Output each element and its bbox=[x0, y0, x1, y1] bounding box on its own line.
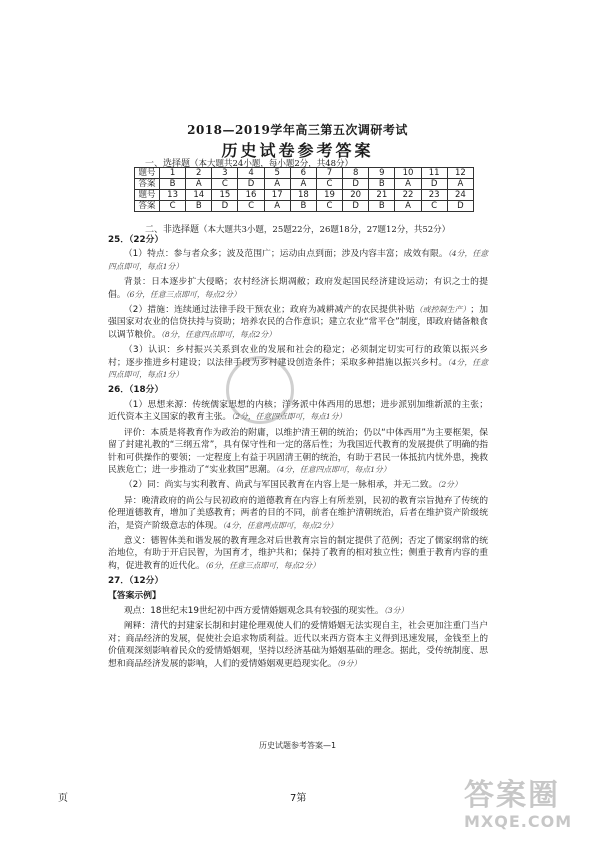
answer-text: ；加强国家对农业的信贷扶持与资助；培养农民的合作意识；建立农业“常平仓”制度，即政府储备粮食以调节粮价。 bbox=[108, 305, 488, 340]
answer-example-label: 【答案示例】 bbox=[108, 590, 161, 601]
table-cell: 1 bbox=[160, 168, 186, 179]
question-26-part2-diff bbox=[108, 495, 488, 532]
table-cell: A bbox=[264, 201, 290, 212]
answer-text: 异：晚清政府的尚公与民初政府的道德教育在内容上有所差别，民初的教育宗旨抛弃了传统的伦理道德教育，增加了美感教育；两者的目的不同，前者在维护清朝统治，后者在维护资产阶级统治，是资产阶级意志的体现。 bbox=[108, 495, 488, 531]
answer-table bbox=[134, 167, 474, 212]
table-cell: D bbox=[212, 201, 238, 212]
table-cell: A bbox=[186, 179, 212, 190]
row-label: 题号 bbox=[135, 190, 160, 201]
table-cell: 6 bbox=[290, 168, 316, 179]
table-cell: 24 bbox=[447, 190, 473, 201]
answer-text: （3）认识：乡村振兴关系到农业的发展和社会的稳定；必须制定切实可行的政策以振兴乡村；逐步推进乡村建设；以法律手段为乡村建设创造条件；采取多种措施以振兴乡村。 bbox=[108, 345, 488, 368]
table-cell: A bbox=[290, 179, 316, 190]
question-27-explanation bbox=[108, 620, 488, 670]
table-cell: C bbox=[238, 201, 264, 212]
table-cell: 7 bbox=[316, 168, 342, 179]
row-label: 答案 bbox=[135, 179, 160, 190]
question-25-background bbox=[108, 276, 488, 301]
inline-note: （或控制生产） bbox=[414, 305, 471, 315]
section1-note: （本大题共24小题，每小题2分，共48分） bbox=[190, 159, 354, 169]
table-cell: 5 bbox=[264, 168, 290, 179]
table-cell: 21 bbox=[369, 190, 395, 201]
table-cell: 2 bbox=[186, 168, 212, 179]
answer-text: （1）特点：参与者众多；波及范围广；运动由点到面；涉及内容丰富；成效有限。 bbox=[123, 249, 448, 260]
table-row bbox=[135, 190, 474, 201]
question-27-viewpoint bbox=[108, 605, 488, 617]
table-cell: 18 bbox=[290, 190, 316, 201]
table-row bbox=[135, 168, 474, 179]
page-marker-mid: 7第 bbox=[290, 793, 307, 804]
table-cell: 20 bbox=[343, 190, 369, 201]
table-cell: 16 bbox=[238, 190, 264, 201]
answer-text: 阐释：清代的封建家长制和封建伦理观使人们的爱情婚姻无法实现自主，社会更加注重门当户对；商品经济的发展，促使社会追求物质利益。近代以来西方资本主义得到迅速发展，金钱至上的价值观深刻影响着民众的爱情婚姻观，坚持以经济基础为婚姻基础的理念。据此，受传统制度、思想和商品经济发展的影响，人们的爱情婚姻观更趋现实化。 bbox=[108, 621, 488, 669]
table-cell: D bbox=[343, 201, 369, 212]
score-note: （8分，任意四点即可，每点2分） bbox=[160, 329, 276, 339]
watermark-line1: 答案圈 bbox=[464, 778, 560, 813]
score-note: （4分，任意四点即可，每点1分） bbox=[275, 464, 391, 474]
table-cell: 15 bbox=[212, 190, 238, 201]
table-cell: 19 bbox=[316, 190, 342, 201]
question-25-part1 bbox=[108, 248, 488, 273]
table-cell: 17 bbox=[264, 190, 290, 201]
answer-text: （1）思想来源：传统儒家思想的内核；洋务派中体西用的思想；进步派别加维新派的主张；近代资本主义国家的教育主张。 bbox=[108, 399, 488, 423]
section1-label: 一、选择题 bbox=[145, 159, 191, 169]
table-row bbox=[135, 201, 474, 212]
table-cell: C bbox=[160, 201, 186, 212]
table-cell: D bbox=[238, 179, 264, 190]
table-cell: 13 bbox=[160, 190, 186, 201]
table-cell: B bbox=[369, 179, 395, 190]
score-note: （6分，任意三点即可，每点2分） bbox=[125, 289, 241, 299]
question-26-part1 bbox=[108, 399, 488, 424]
table-cell: D bbox=[421, 179, 447, 190]
score-note: （4分，任意两点即可，每点2分） bbox=[222, 520, 338, 530]
answer-text: （2）措施：连续通过法律手段干预农业；政府为减耕减产的农民提供补贴 bbox=[123, 305, 415, 316]
table-cell: C bbox=[212, 179, 238, 190]
page-marker-left: 页 bbox=[58, 793, 68, 804]
table-cell: 22 bbox=[395, 190, 421, 201]
question-25-heading: 25．（22分） bbox=[108, 235, 164, 245]
table-cell: B bbox=[160, 179, 186, 190]
table-cell: 23 bbox=[421, 190, 447, 201]
table-cell: B bbox=[369, 201, 395, 212]
score-note: （3分） bbox=[383, 605, 409, 615]
answer-text: 意义：德智体美和谐发展的教育理念对后世教育宗旨的制定提供了范例；否定了儒家纲常的统治地位，有助于开启民智，为国育才，维护共和；保持了教育的相对独立性；侧重于教育内容的重构，促进教育的近代化。 bbox=[108, 535, 488, 571]
score-note: （4分，任意四点即可，每点1分） bbox=[108, 357, 488, 380]
answer-text: 观点：18世纪末19世纪初中西方爱情婚姻观念具有较强的现实性。 bbox=[123, 605, 384, 616]
table-cell: A bbox=[395, 201, 421, 212]
table-cell: A bbox=[447, 179, 473, 190]
question-26-significance bbox=[108, 535, 488, 572]
table-cell: B bbox=[186, 201, 212, 212]
stamp-icon bbox=[226, 356, 294, 424]
table-cell: B bbox=[290, 201, 316, 212]
row-label: 题号 bbox=[135, 168, 160, 179]
page-caption: 历史试题参考答案—1 bbox=[258, 741, 337, 750]
answer-text: 背景：日本逐步扩大侵略；农村经济长期凋敝；政府发起国民经济建设运动；有识之士的提倡。 bbox=[108, 277, 488, 300]
question-26-part2-same bbox=[108, 479, 488, 491]
table-cell: D bbox=[343, 179, 369, 190]
answer-text: 评价：本质是将教育作为政治的附庸，以维护清王朝的统治；仍以“中体西用”为主要框架，保留了封建礼教的“三纲五常”，具有保守性和一定的落后性；为我国近代教育的发展提供了明确的指针和可供操作的要领；一定程度上有益于巩固清王朝的统治，有助于君民一体抵抗内忧外患，挽救民族危亡；进一步推动了“实业救国”思潮。 bbox=[108, 427, 488, 475]
question-25-part2 bbox=[108, 304, 488, 341]
score-note: （9分） bbox=[336, 658, 362, 668]
score-note: （2分） bbox=[437, 480, 462, 490]
table-cell: D bbox=[447, 201, 473, 212]
answer-text: （2）同：尚实与实利教育、尚武与军国民教育在内容上是一脉相承，并无二致。 bbox=[123, 480, 438, 491]
table-cell: A bbox=[264, 179, 290, 190]
table-cell: 3 bbox=[212, 168, 238, 179]
table-cell: C bbox=[421, 201, 447, 212]
watermark-line2: MXQE.COM bbox=[464, 812, 573, 831]
question-27-heading: 27．（12分） bbox=[108, 576, 164, 587]
table-cell: 8 bbox=[343, 168, 369, 179]
question-26-heading: 26．（18分） bbox=[108, 385, 164, 396]
table-cell: 10 bbox=[395, 168, 421, 179]
table-row bbox=[135, 179, 474, 190]
document-subtitle: 历史试卷参考答案 bbox=[221, 141, 374, 160]
score-note: （2分，任意四点即可，每点1分） bbox=[231, 412, 347, 422]
table-cell: C bbox=[316, 201, 342, 212]
watermark-logo bbox=[464, 780, 582, 832]
section2-label: 二、非选择题 bbox=[145, 225, 200, 235]
section2-note: （本大题共3小题，25题22分，26题18分，27题12分，共52分） bbox=[199, 225, 451, 235]
table-cell: C bbox=[316, 179, 342, 190]
table-cell: 4 bbox=[238, 168, 264, 179]
exam-title: 2018—2019学年高三第五次调研考试 bbox=[187, 123, 408, 137]
answer-content bbox=[108, 234, 488, 673]
question-26-evaluation bbox=[108, 427, 488, 477]
table-cell: 9 bbox=[369, 168, 395, 179]
question-25-part3 bbox=[108, 344, 488, 381]
score-note: （4分，任意四点即可，每点1分） bbox=[108, 249, 488, 271]
row-label: 答案 bbox=[135, 201, 160, 212]
score-note: （6分，任意三点即可，每点2分） bbox=[204, 560, 320, 570]
table-cell: A bbox=[395, 179, 421, 190]
table-cell: 11 bbox=[421, 168, 447, 179]
table-cell: 14 bbox=[186, 190, 212, 201]
table-cell: 12 bbox=[447, 168, 473, 179]
